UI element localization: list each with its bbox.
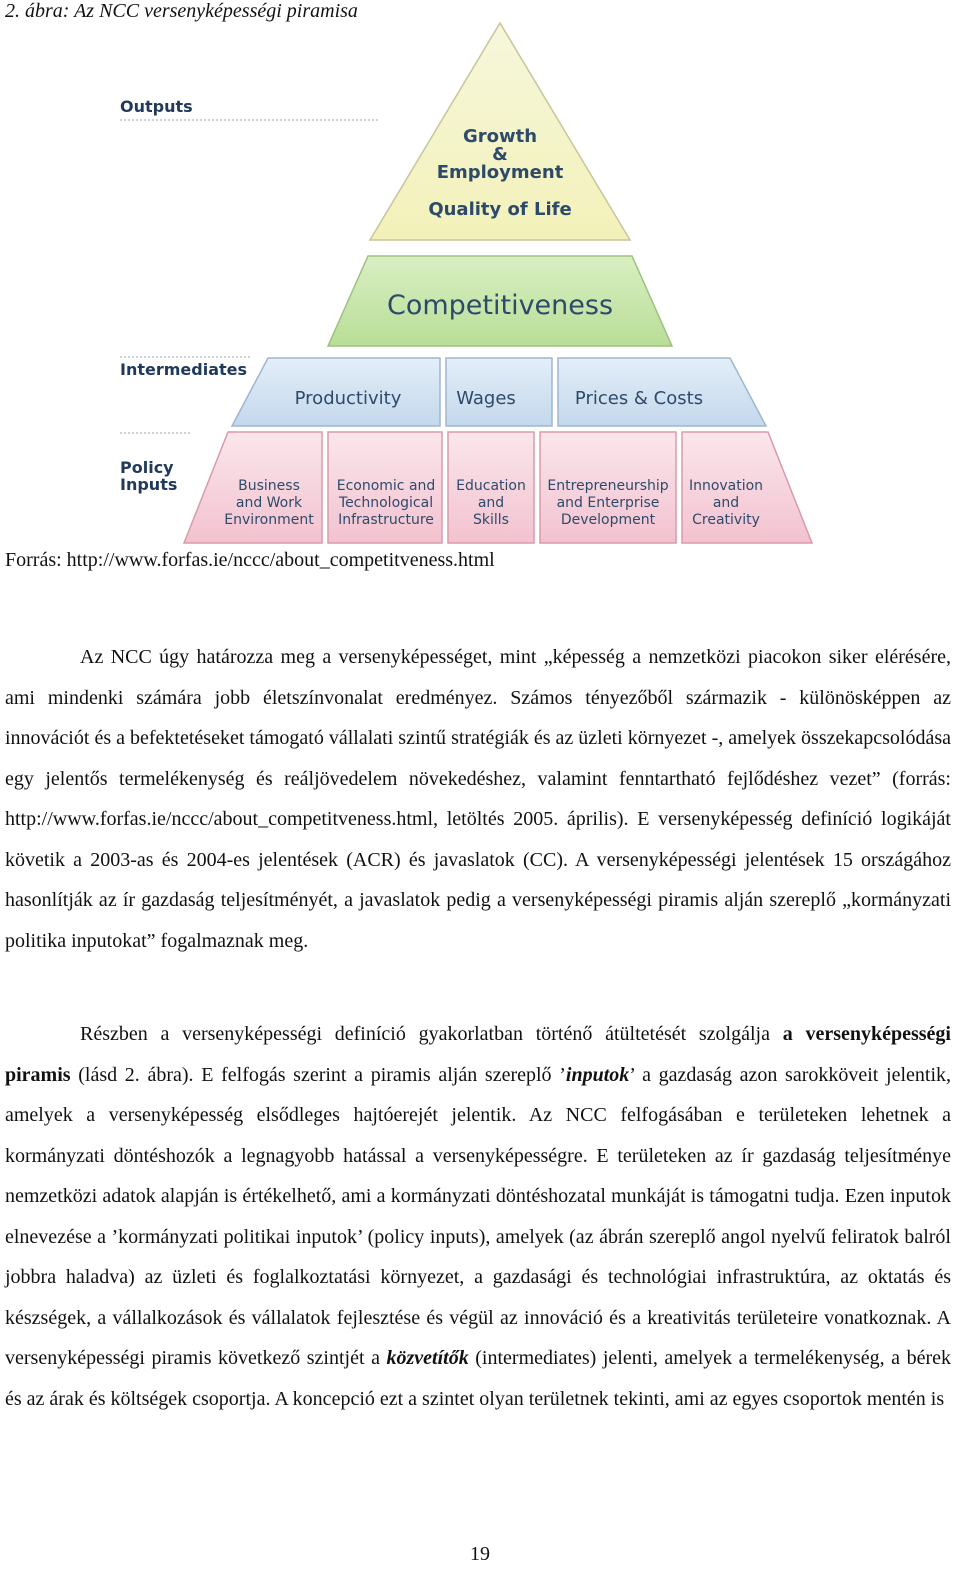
paragraph-2-term-inputok: inputok — [565, 1063, 630, 1086]
input-business-line1: Business — [238, 478, 300, 494]
input-education-line1: Education — [456, 478, 526, 494]
paragraph-2-text-d: (intermediates) jelenti, amelyek a termelékenység, a bérek és az árak és költségek csoportja. A koncepció ezt a szintet olyan területnek tekinti, ami az egyes csoportok mentén is — [5, 1347, 951, 1410]
paragraph-2 — [5, 1014, 951, 1419]
input-entrepreneurship-line2: and Enterprise — [556, 495, 660, 511]
figure-source: Forrás: http://www.forfas.ie/nccc/about_competitveness.html — [5, 549, 495, 571]
pyramid-svg — [110, 20, 820, 550]
policy-inputs-label-line2: Inputs — [120, 475, 178, 494]
productivity-text: Productivity — [294, 388, 402, 409]
input-entrepreneurship-line1: Entrepreneurship — [547, 478, 669, 494]
employment-text: Employment — [436, 162, 564, 183]
competitiveness-pyramid-figure — [110, 20, 820, 550]
paragraph-2-text-a: Részben a versenyképességi definíció gyakorlatban történő átültetését szolgálja — [80, 1023, 783, 1045]
input-infrastructure-line2: Technological — [338, 495, 434, 511]
paragraph-2-term-kozvetitok: közvetítők — [386, 1347, 469, 1369]
growth-text: Growth — [462, 126, 538, 147]
wages-text: Wages — [456, 388, 516, 409]
figure-caption: 2. ábra: Az NCC versenyképességi piramisa — [5, 0, 358, 22]
paragraph-2-text-b: (lásd 2. ábra). E felfogás szerint a piramis alján szereplő ’ — [70, 1063, 566, 1086]
input-business-line3: Environment — [224, 512, 314, 528]
paragraph-1 — [5, 637, 951, 961]
input-infrastructure-line1: Economic and — [336, 478, 436, 494]
paragraph-2-text-c: ’ a gazdaság azon sarokköveit jelentik, amelyek a versenyképesség elsődleges hajtóerejét jelentik. Az NCC felfogásában e területeken lehetnek a kormányzati döntéshozók a legnagyobb hatással a versenyképességre. E területeken az ír gazdaság teljesítménye nemzetközi adatok alapján is értékelhető, ami a kormányzati döntéshozatal munkáját is támogatni tudja. Ezen inputok elnevezése a ’kormányzati politikai inputok’ (policy inputs), amelyek (az ábrán szereplő angol nyelvű feliratok balról jobbra haladva) az üzleti és foglalkoztatási környezet, a gazdasági és technológiai infrastruktúra, az oktatás és készségek, a vállalkozások és vállalatok fejlesztése és végül az innováció és a kreativitás területeire vonatkoznak. A versenyképességi piramis következő szintjét a — [5, 1063, 952, 1369]
intermediates-label: Intermediates — [120, 360, 248, 379]
input-innovation-line3: Creativity — [692, 512, 760, 528]
input-innovation-line2: and — [712, 495, 740, 511]
input-education-line2: and — [477, 495, 505, 511]
paragraph-1-text: Az NCC úgy határozza meg a versenyképességet, mint „képesség a nemzetközi piacokon siker elérésére, ami mindenki számára jobb életszínvonalat eredményez. Számos tényezőből származik - különösképpen az innovációt és a befektetéseket támogató vállalati szintű stratégiák és az üzleti környezet -, amelyek összekapcsolódása egy jelentős termelékenység és reáljövedelem növekedéshez, valamint fenntartható fejlődéshez vezet” (forrás: http://www.forfas.ie/nccc/about_competitveness.html, letöltés 2005. április). E versenyképesség definíció logikáját követik a 2003-as és 2004-es jelentések (ACR) és javaslatok (CC). A versenyképességi jelentések 15 országához hasonlítják az ír gazdaság teljesítményét, a javaslatok pedig a versenyképességi piramis alján szereplő „kormányzati politika inputokat” fogalmaznak meg. — [5, 646, 951, 952]
policy-inputs-label-line1: Policy — [120, 458, 174, 477]
paragraph-2-bold-term: a versenyképességi piramis — [5, 1023, 951, 1086]
page-number: 19 — [470, 1543, 490, 1565]
input-business-line2: and Work — [235, 495, 303, 511]
prices-costs-text: Prices & Costs — [574, 388, 704, 409]
input-entrepreneurship-line3: Development — [560, 512, 656, 528]
competitiveness-text: Competitiveness — [386, 290, 614, 321]
ampersand-text: & — [492, 144, 508, 165]
quality-of-life-text: Quality of Life — [428, 199, 572, 220]
input-education-line3: Skills — [473, 512, 509, 528]
input-infrastructure-line3: Infrastructure — [338, 512, 434, 528]
outputs-label: Outputs — [120, 97, 193, 116]
input-innovation-line1: Innovation — [688, 478, 764, 494]
